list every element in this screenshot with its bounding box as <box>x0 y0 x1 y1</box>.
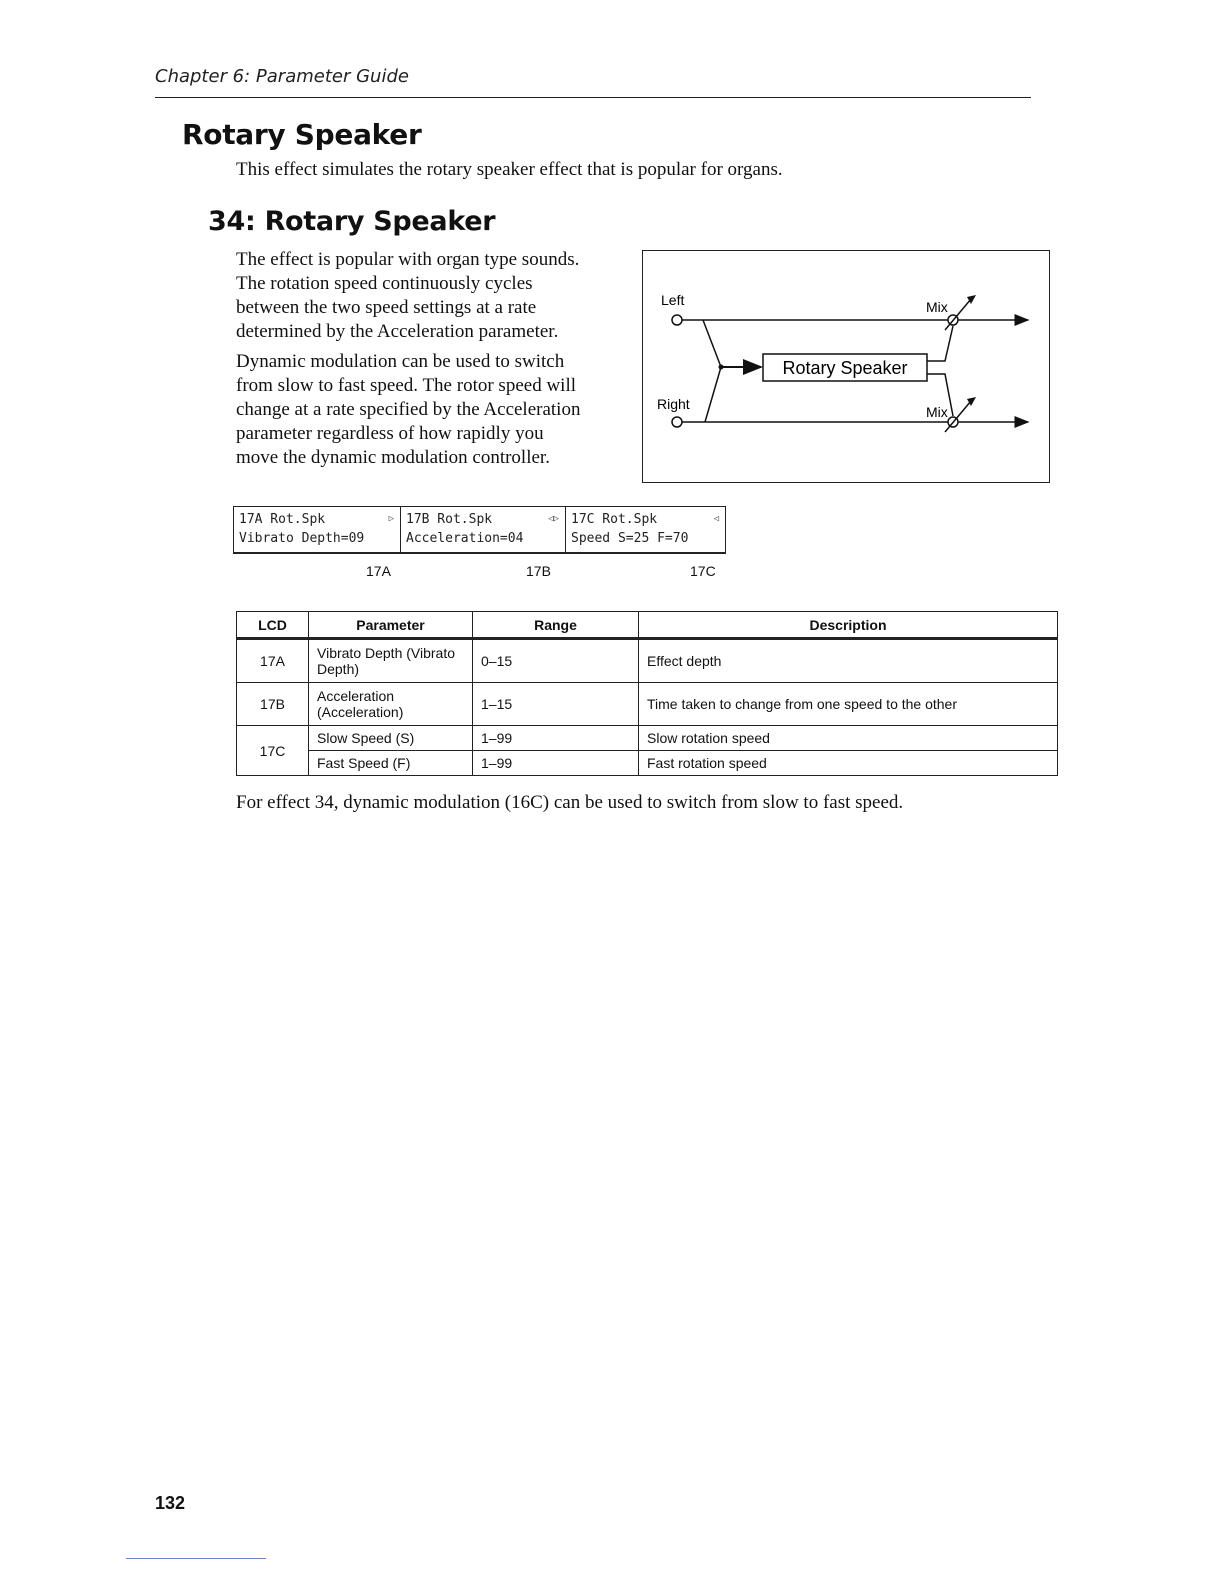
paragraph-line: The effect is popular with organ type sounds. <box>236 249 580 270</box>
column-header-lcd: LCD <box>237 612 309 639</box>
lcd-screens <box>233 506 726 554</box>
modulation-note: For effect 34, dynamic modulation (16C) can be used to switch from slow to fast speed. <box>236 792 904 813</box>
chapter-header: Chapter 6: Parameter Guide <box>155 66 409 87</box>
lcd-caption-17a: 17A <box>366 563 391 579</box>
table-header-row <box>237 612 1058 639</box>
right-send-line <box>705 367 721 422</box>
cell-range: 0–15 <box>473 639 639 683</box>
lcd-screen-17c <box>565 507 725 552</box>
cell-parameter: Slow Speed (S) <box>309 726 473 751</box>
cell-parameter <box>309 683 473 726</box>
mix-label-bottom: Mix <box>926 404 948 420</box>
cell-description: Time taken to change from one speed to the other <box>639 683 1058 726</box>
lcd-line-2: Speed S=25 F=70 <box>571 531 689 546</box>
paragraph-line: move the dynamic modulation controller. <box>236 447 550 468</box>
paragraph-line: from slow to fast speed. The rotor speed will <box>236 375 576 396</box>
effect-paragraph-2 <box>236 350 616 470</box>
right-input-jack <box>672 417 682 427</box>
effect-title: 34: Rotary Speaker <box>208 206 496 237</box>
parameter-line: Acceleration <box>317 688 395 704</box>
rotary-speaker-label: Rotary Speaker <box>782 358 908 378</box>
lcd-caption-17c: 17C <box>690 563 716 579</box>
cell-parameter <box>309 639 473 683</box>
footer-rule <box>126 1558 266 1559</box>
paragraph-line: determined by the Acceleration parameter. <box>236 321 559 342</box>
cell-description: Effect depth <box>639 639 1058 683</box>
paragraph-line: parameter regardless of how rapidly you <box>236 423 544 444</box>
cell-range: 1–99 <box>473 726 639 751</box>
mix-label-top: Mix <box>926 299 948 315</box>
page-arrow-right-icon: ▷ <box>388 514 394 524</box>
lcd-line-1: 17B Rot.Spk <box>406 512 493 527</box>
signal-flow-svg <box>643 251 1051 484</box>
cell-description: Slow rotation speed <box>639 726 1058 751</box>
lcd-line-2: Vibrato Depth=09 <box>239 531 365 546</box>
parameter-line: (Acceleration) <box>317 704 404 720</box>
cell-description: Fast rotation speed <box>639 751 1058 776</box>
lcd-screen-17b <box>400 507 565 552</box>
column-header-parameter: Parameter <box>309 612 473 639</box>
parameter-line: Depth) <box>317 661 360 677</box>
right-label: Right <box>657 396 690 412</box>
column-header-description: Description <box>639 612 1058 639</box>
page-arrow-both-icon: ◁▷ <box>548 514 559 524</box>
table-row <box>237 683 1058 726</box>
cell-lcd: 17A <box>237 639 309 683</box>
left-label: Left <box>661 292 685 308</box>
page-number: 132 <box>155 1493 186 1513</box>
left-send-line <box>703 320 721 367</box>
lcd-line-2: Acceleration=04 <box>406 531 524 546</box>
header-rule <box>155 97 1031 98</box>
paragraph-line: between the two speed settings at a rate <box>236 297 537 318</box>
cell-lcd: 17B <box>237 683 309 726</box>
parameter-line: Vibrato Depth (Vibrato <box>317 645 456 661</box>
section-title: Rotary Speaker <box>182 118 422 151</box>
cell-parameter: Fast Speed (F) <box>309 751 473 776</box>
section-intro: This effect simulates the rotary speaker effect that is popular for organs. <box>236 159 783 180</box>
mix-control-top <box>945 295 976 330</box>
parameter-table <box>236 611 1058 776</box>
paragraph-line: Dynamic modulation can be used to switch <box>236 351 565 372</box>
effect-paragraph-1 <box>236 248 616 344</box>
table-row <box>237 639 1058 683</box>
table-row <box>237 726 1058 751</box>
lcd-screen-17a <box>234 507 400 552</box>
lcd-caption-17b: 17B <box>526 563 551 579</box>
page-arrow-left-icon: ◁ <box>713 514 719 524</box>
cell-lcd: 17C <box>237 726 309 776</box>
paragraph-line: The rotation speed continuously cycles <box>236 273 533 294</box>
column-header-range: Range <box>473 612 639 639</box>
left-input-jack <box>672 315 682 325</box>
lcd-line-1: 17C Rot.Spk <box>571 512 658 527</box>
cell-range: 1–99 <box>473 751 639 776</box>
effect-output-top <box>927 326 953 361</box>
cell-range: 1–15 <box>473 683 639 726</box>
signal-flow-diagram <box>642 250 1050 483</box>
lcd-line-1: 17A Rot.Spk <box>239 512 326 527</box>
paragraph-line: change at a rate specified by the Acceleration <box>236 399 581 420</box>
table-row <box>237 751 1058 776</box>
